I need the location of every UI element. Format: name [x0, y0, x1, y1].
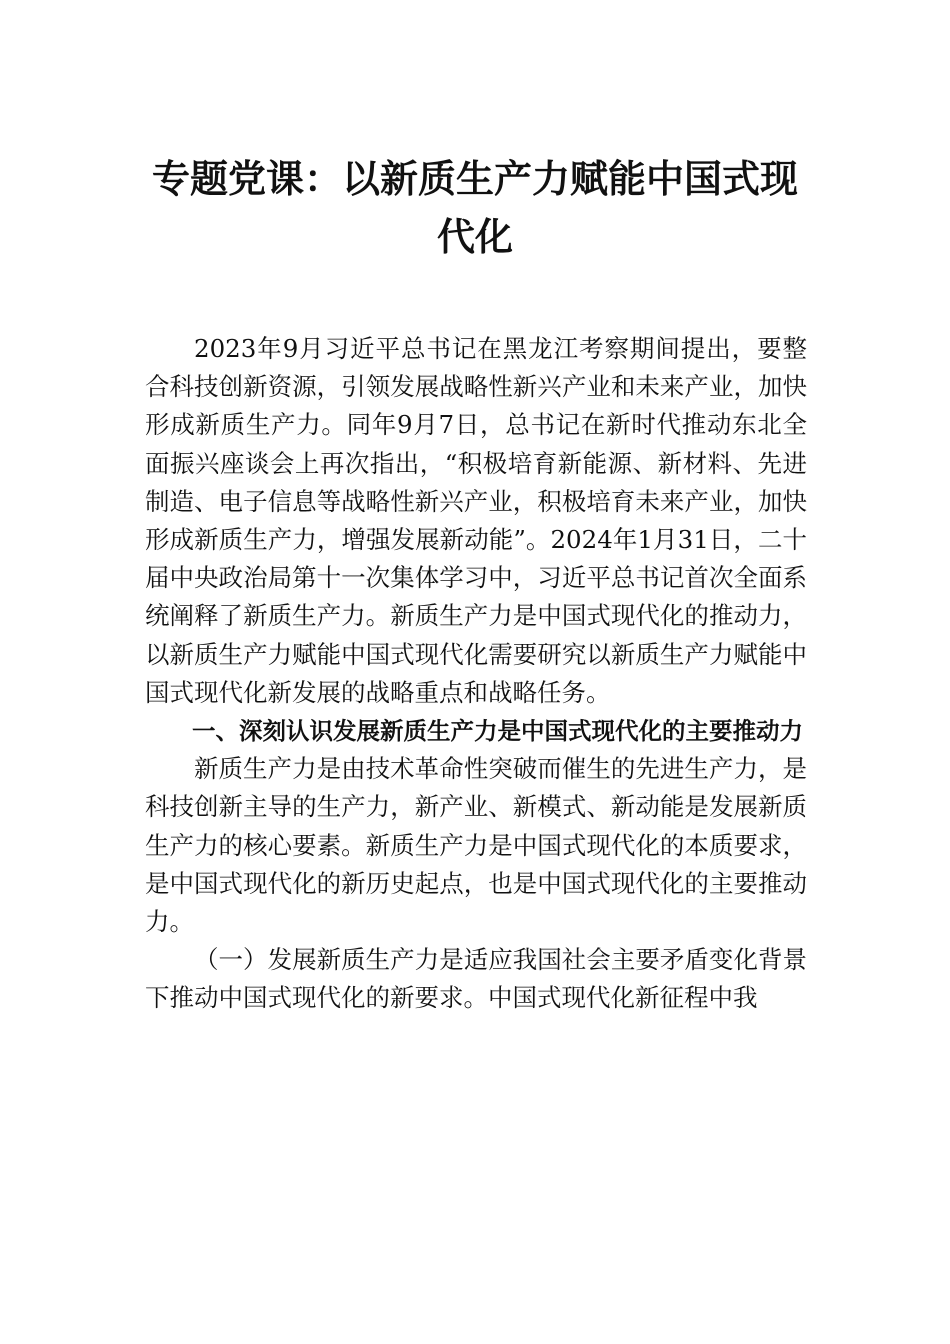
document-body	[145, 330, 807, 1018]
paragraph-section-1: 新质生产力是由技术革命性突破而催生的先进生产力，是科技创新主导的生产力，新产业、新模式、新动能是发展新质生产力的核心要素。新质生产力是中国式现代化的本质要求，是中国式现代化的新历史起点，也是中国式现代化的主要推动力。	[145, 754, 807, 937]
section-heading-1: 一、深刻认识发展新质生产力是中国式现代化的主要推动力	[192, 717, 803, 746]
paragraph-intro: 2023年9月习近平总书记在黑龙江考察期间提出，要整合科技创新资源，引领发展战略性新兴产业和未来产业，加快形成新质生产力。同年9月7日，总书记在新时代推动东北全面振兴座谈会上再次指出，“积极培育新能源、新材料、先进制造、电子信息等战略性新兴产业，积极培育未来产业，加快形成新质生产力，增强发展新动能”。2024年1月31日，二十届中央政治局第十一次集体学习中，习近平总书记首次全面系统阐释了新质生产力。新质生产力是中国式现代化的推动力，以新质生产力赋能中国式现代化需要研究以新质生产力赋能中国式现代化新发展的战略重点和战略任务。	[145, 334, 807, 707]
document-title: 专题党课：以新质生产力赋能中国式现代化	[151, 157, 798, 259]
paragraph-subsection-1: （一）发展新质生产力是适应我国社会主要矛盾变化背景下推动中国式现代化的新要求。中国式现代化新征程中我	[145, 945, 807, 1013]
